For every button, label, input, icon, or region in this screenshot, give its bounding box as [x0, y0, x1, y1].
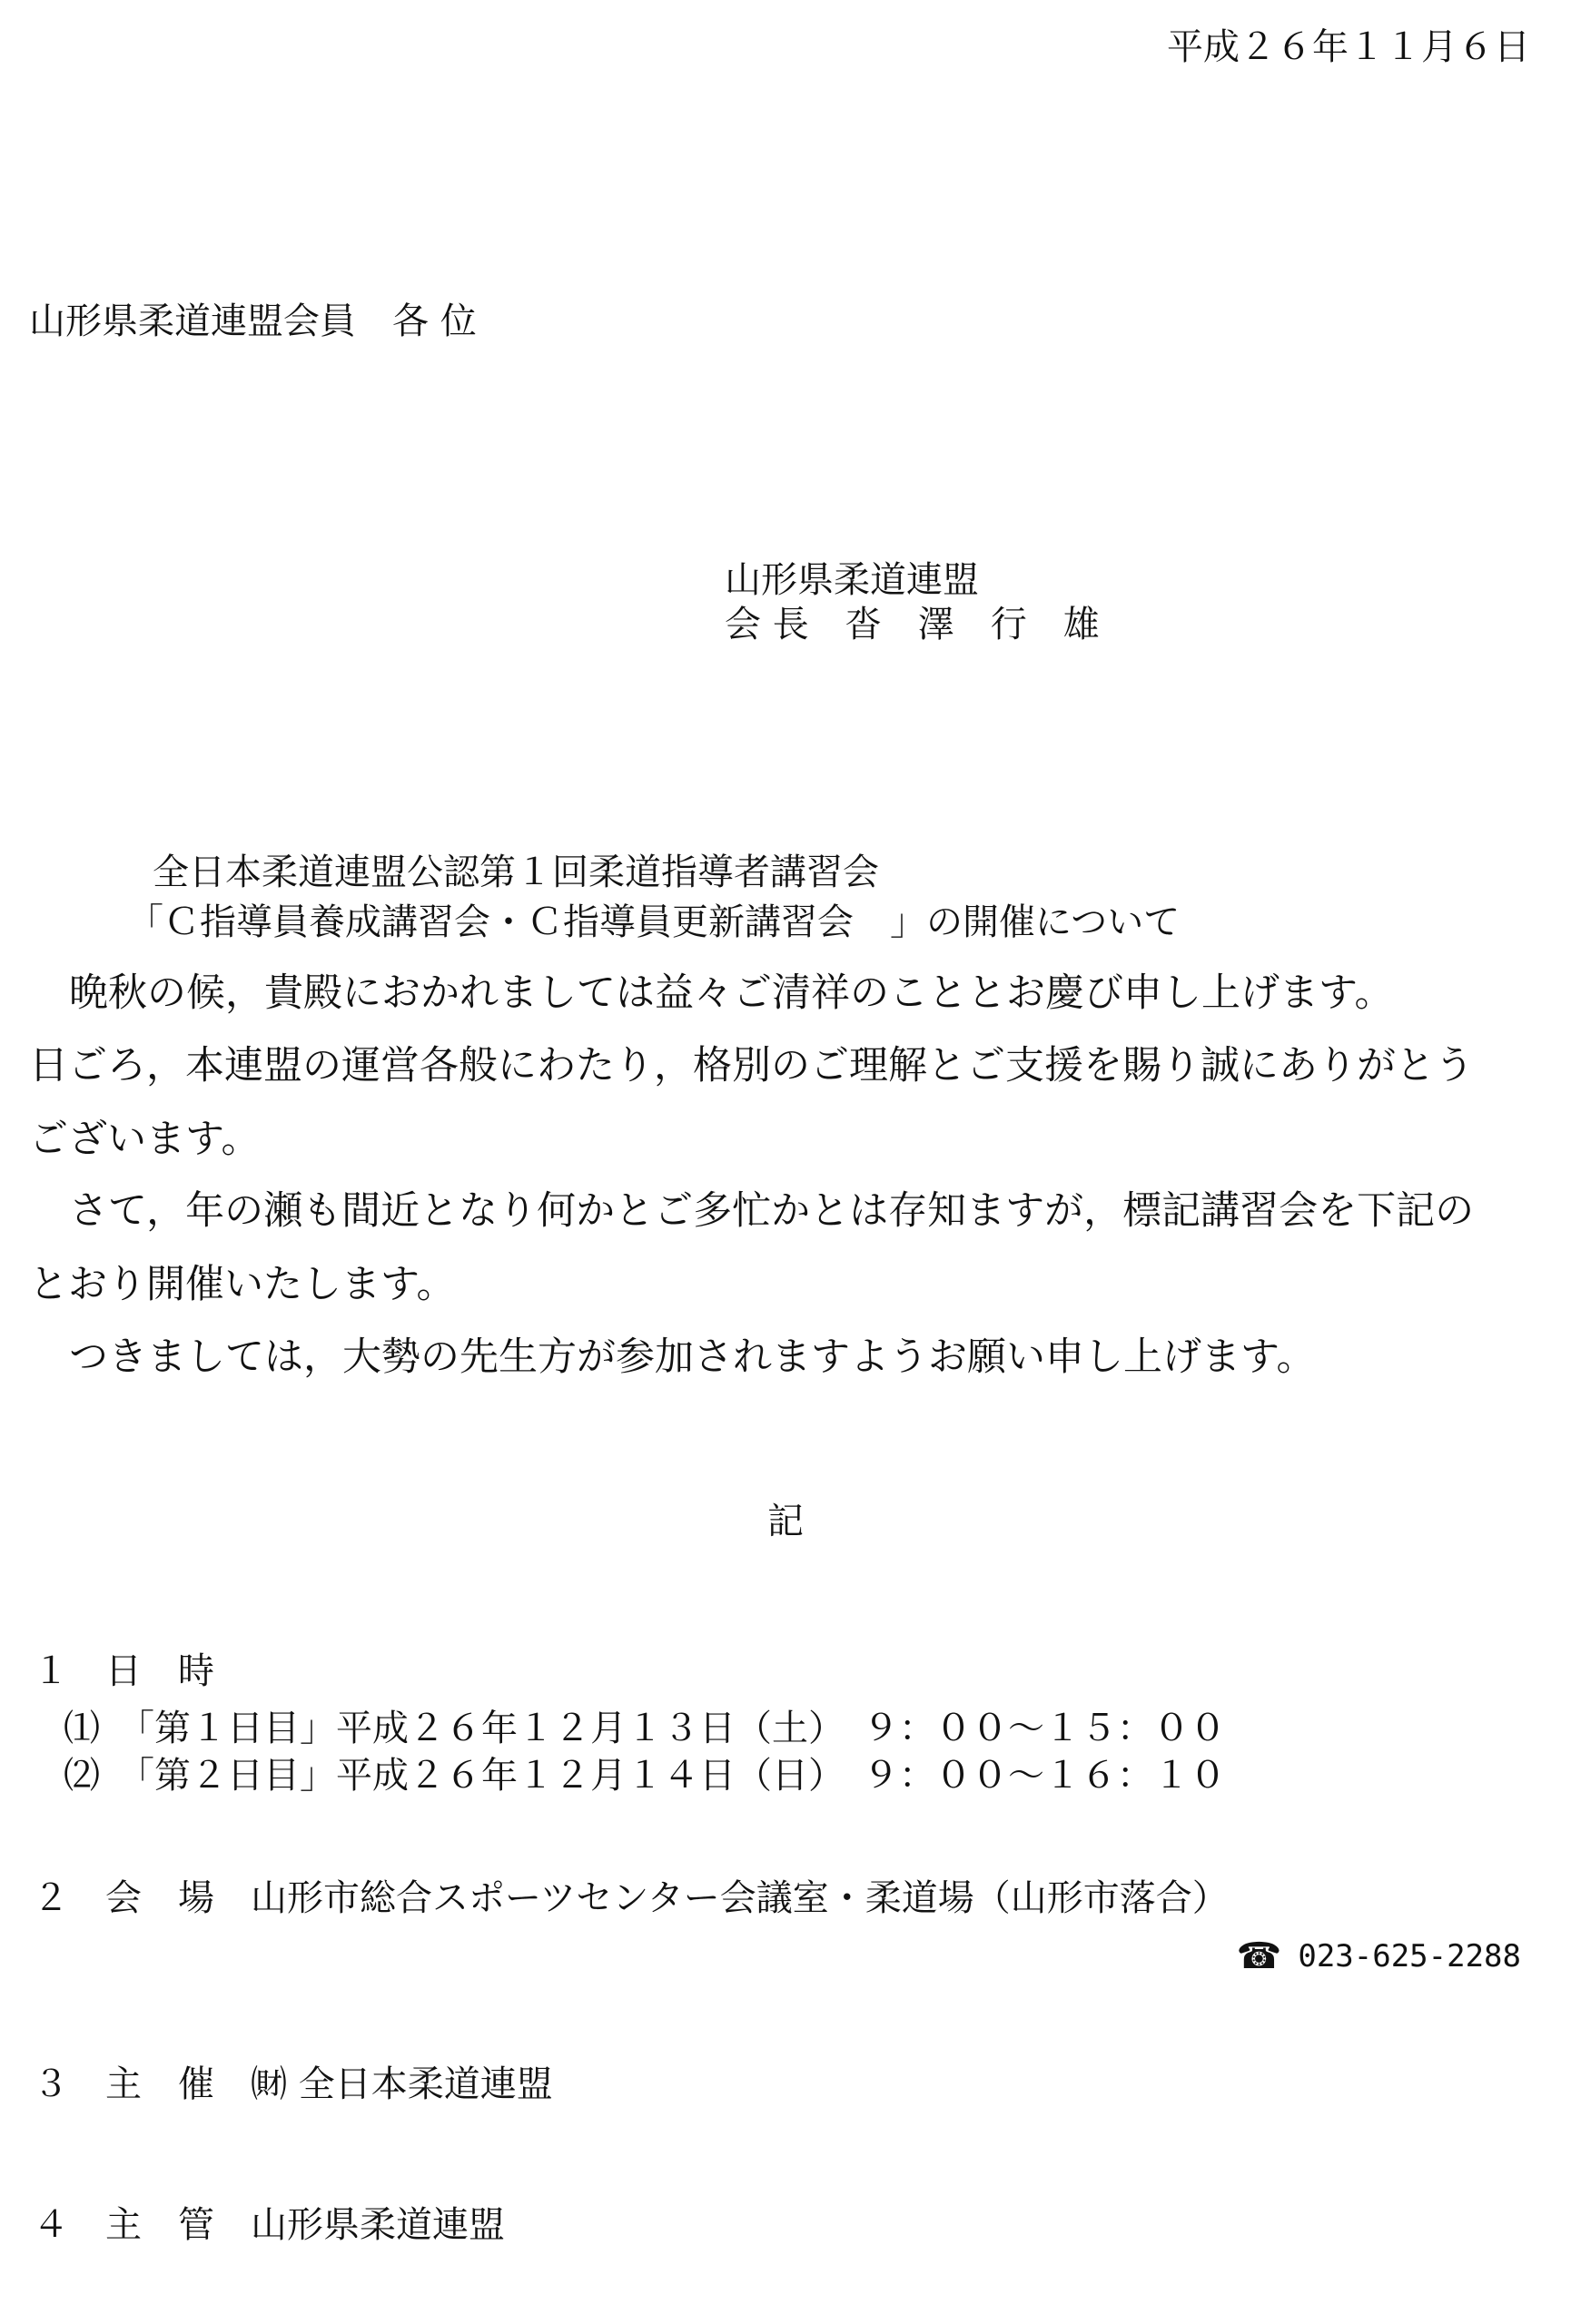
schedule-heading: １ 日 時 — [33, 1650, 214, 1692]
schedule-day-2: ⑵ 「第２日目」平成２６年１２月１４日（日） ９：００〜１６：１０ — [64, 1755, 1226, 1797]
sender-organization: 山形県柔道連盟 — [725, 559, 979, 601]
body-paragraph-3-line-2: とおり開催いたします。 — [29, 1262, 456, 1307]
phone-number: 023-625-2288 — [1298, 1938, 1521, 1974]
title-line-2: 「Ｃ指導員養成講習会・Ｃ指導員更新講習会 」の開催について — [127, 901, 1181, 943]
body-paragraph-2-line-2: ございます。 — [29, 1117, 261, 1162]
host: ３ 主 催 ㈶ 全日本柔道連盟 — [33, 2063, 553, 2105]
ki-heading: 記 — [767, 1501, 804, 1542]
body-paragraph-1: 晩秋の候，貴殿におかれましては益々ご清祥のこととお慶び申し上げます。 — [69, 970, 1394, 1016]
venue: ２ 会 場 山形市総合スポーツセンター会議室・柔道場（山形市落合） — [33, 1877, 1229, 1919]
body-paragraph-4: つきましては，大勢の先生方が参加されますようお願い申し上げます。 — [69, 1334, 1316, 1380]
title-line-1: 全日本柔道連盟公認第１回柔道指導者講習会 — [153, 852, 879, 893]
telephone-icon: ☎ — [1236, 1935, 1282, 1977]
sender-president: 会 長 沓 澤 行 雄 — [725, 604, 1100, 645]
phone-row — [1099, 1935, 1521, 1978]
organizer: ４ 主 管 山形県柔道連盟 — [33, 2204, 505, 2246]
body-paragraph-2-line-1: 日ごろ，本連盟の運営各般にわたり，格別のご理解とご支援を賜り誠にありがとう — [29, 1043, 1474, 1088]
addressee: 山形県柔道連盟会員 各 位 — [29, 300, 477, 342]
document-date: 平成２６年１１月６日 — [1167, 26, 1530, 68]
body-paragraph-3-line-1: さて，年の瀬も間近となり何かとご多忙かとは存知ますが，標記講習会を下記の — [69, 1188, 1475, 1234]
schedule-day-1: ⑴ 「第１日目」平成２６年１２月１３日（土） ９：００〜１５：００ — [64, 1708, 1226, 1749]
